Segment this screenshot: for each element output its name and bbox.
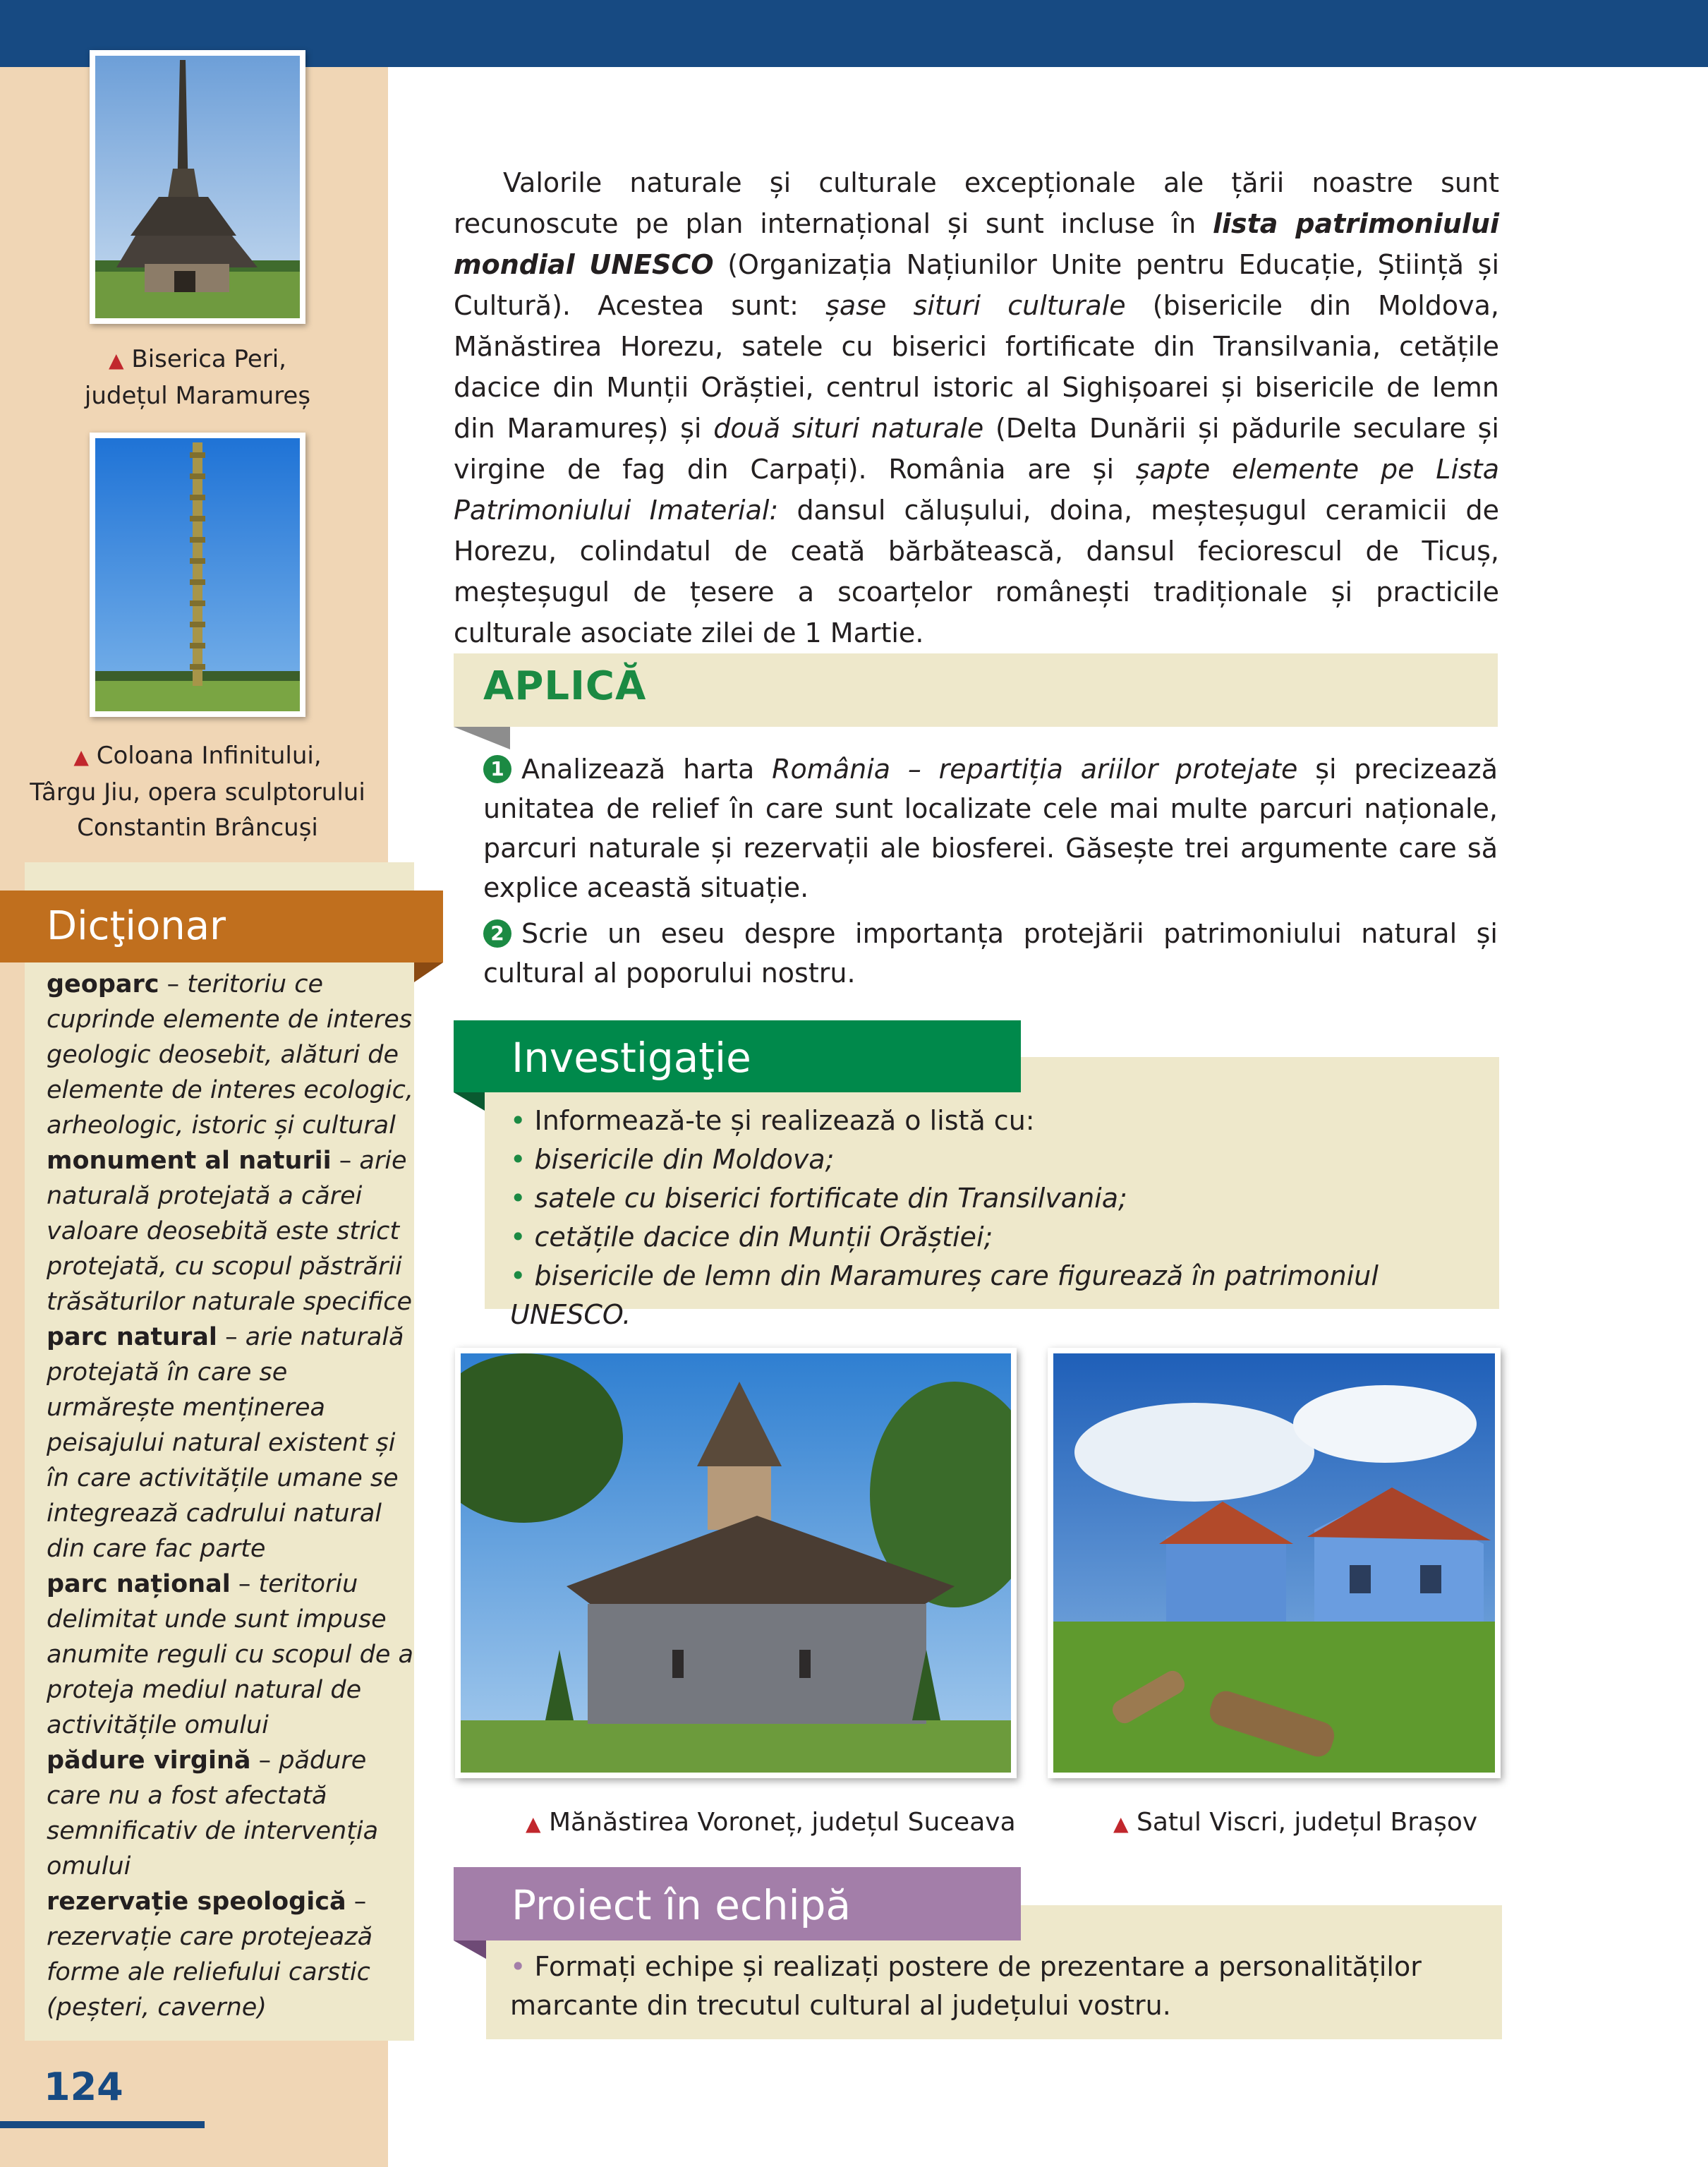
dictionary-definition: teritoriu delimitat unde sunt impuse anumite reguli cu scopul de a proteja mediul natural de activitățile omului [47, 1570, 413, 1739]
photo-voronet [455, 1348, 1017, 1778]
text-run: (Delta Dunării și pădurile seculare și virgine de fag din Carpați). România are și [454, 413, 1499, 485]
caption-line: Constantin Brâncuși [77, 814, 318, 842]
text-run: și precizează unitatea de relief în care sunt localizate cele mai multe parcuri naționale, parcuri naturale și rezervații ale biosferei. Găsește trei argumente care să explice această situație. [483, 754, 1498, 903]
list-item [510, 1179, 1491, 1218]
bullet-icon: • [510, 1951, 526, 1982]
dictionary-entry [47, 967, 413, 1143]
triangle-marker-icon: ▲ [1113, 1812, 1129, 1835]
investigatie-title: Investigaţie [454, 1020, 1021, 1092]
bullet-icon: • [510, 1144, 526, 1175]
photo1-caption [67, 342, 328, 414]
dictionary-definition: teritoriu ce cuprinde elemente de interes geologic deosebit, alături de elemente de interes ecologic, arheologic, istoric și cultural [47, 970, 413, 1140]
text-run: Valorile naturale și culturale excepționale ale țării noastre sunt recunoscute pe plan internațional și sunt incluse în [454, 167, 1499, 239]
bullet-icon: • [510, 1105, 526, 1136]
intro-paragraph [454, 162, 1499, 653]
list-item [510, 1218, 1491, 1257]
emphasis-text: România – repartiția ariilor protejate [772, 754, 1298, 785]
caption-line: județul Maramureș [84, 382, 311, 410]
bullet-icon: • [510, 1260, 526, 1291]
photo-biserica-peri [90, 50, 305, 324]
voronet-caption [526, 1805, 1016, 1842]
dictionary-definition: arie naturală protejată a cărei valoare deosebită este strict protejată, cu scopul păstrării trăsăturilor naturale specifice [47, 1147, 413, 1316]
page-number: 124 [44, 2065, 123, 2109]
dictionary-term: geoparc [47, 970, 159, 998]
photo-coloana-infinitului [90, 433, 305, 717]
caption-text: Satul Viscri, județul Brașov [1137, 1808, 1478, 1837]
dictionary-title: Dicţionar [0, 891, 443, 962]
triangle-marker-icon: ▲ [109, 349, 124, 372]
photo-viscri [1048, 1348, 1501, 1778]
task-1 [483, 749, 1498, 907]
dictionary-entry [47, 1884, 413, 2025]
investigatie-list [510, 1101, 1491, 1334]
list-item [510, 1101, 1491, 1140]
monastery-image [461, 1353, 1011, 1773]
dictionary-term: pădure virgină [47, 1746, 251, 1775]
dictionary-list [47, 967, 413, 2025]
endless-column-image [95, 438, 300, 711]
investigatie-fold [454, 1092, 485, 1111]
emphasis-text: două situri naturale [713, 413, 984, 444]
dictionary-term: parc natural [47, 1323, 217, 1351]
dictionary-entry [47, 1320, 413, 1567]
list-item-text: bisericile de lemn din Maramureș care figurează în patrimoniul UNESCO. [510, 1260, 1379, 1330]
dictionary-fold [414, 962, 443, 982]
dictionary-entry [47, 1743, 413, 1884]
caption-line: Biserica Peri, [131, 345, 286, 373]
list-item-text: Informează-te și realizează o listă cu: [534, 1105, 1035, 1136]
dictionary-term: parc național [47, 1570, 231, 1598]
list-item [510, 1257, 1491, 1334]
caption-line: Coloana Infinitului, [96, 742, 322, 770]
text-run: (bisericile din Moldova, Mănăstirea Horezu, satele cu biserici fortificate din Transilvania, cetățile dacice din Munții Orăștiei, centrul istoric al Sighișoarei și bisericile de lemn din Maramureș) și [454, 290, 1499, 444]
triangle-marker-icon: ▲ [526, 1812, 541, 1835]
proiect-fold [454, 1940, 486, 1959]
dictionary-separator: – [159, 970, 188, 998]
task-number-badge: 2 [483, 919, 511, 948]
page-number-underline [0, 2121, 205, 2128]
dictionary-definition: pădure care nu a fost afectată semnificativ de intervenția omului [47, 1746, 379, 1881]
dictionary-separator: – [250, 1746, 279, 1775]
wooden-church-image [95, 56, 300, 318]
task-number-badge: 1 [483, 755, 511, 783]
list-item-text: bisericile din Moldova; [534, 1144, 835, 1175]
aplica-title: APLICĂ [483, 663, 647, 709]
dictionary-definition: arie naturală protejată în care se urmărește menținerea peisajului natural existent și în care activitățile umane se integrează cadrului natural din care fac parte [47, 1323, 404, 1563]
task-2 [483, 914, 1498, 993]
list-item [510, 1140, 1491, 1179]
caption-text: Mănăstirea Voroneț, județul Suceava [549, 1808, 1016, 1837]
village-image [1053, 1353, 1495, 1773]
dictionary-separator: – [346, 1888, 367, 1916]
text-run: Analizează harta [521, 754, 773, 785]
text-run: (Organizația Națiunilor Unite pentru Educație, Știință și Cultură). Acestea sunt: [454, 249, 1499, 321]
dictionary-entry [47, 1143, 413, 1320]
proiect-title: Proiect în echipă [454, 1867, 1021, 1940]
list-item-text: satele cu biserici fortificate din Transilvania; [534, 1183, 1127, 1214]
text-run: dansul călușului, doina, meșteșugul ceramicii de Horezu, colindatul de ceată bărbătească, dansul feciorescul de Ticuș, meșteșugul de țesere a scoarțelor românești tradiționale și practicile culturale asociate zilei de 1 Martie. [454, 495, 1499, 648]
dictionary-separator: – [331, 1147, 360, 1175]
dictionary-term: rezervație speologică [47, 1888, 346, 1916]
viscri-caption [1113, 1805, 1477, 1842]
emphasis-text: șase situri culturale [825, 290, 1126, 321]
list-item-text: cetățile dacice din Munții Orăștiei; [534, 1221, 993, 1252]
bullet-icon: • [510, 1183, 526, 1214]
dictionary-term: monument al naturii [47, 1147, 332, 1175]
triangle-marker-icon: ▲ [73, 745, 89, 768]
aplica-fold [454, 727, 510, 749]
bullet-icon: • [510, 1221, 526, 1252]
caption-line: Târgu Jiu, opera sculptorului [30, 778, 365, 807]
text-run: Scrie un eseu despre importanța protejării patrimoniului natural și cultural al poporului nostru. [483, 918, 1498, 989]
proiect-text [510, 1948, 1484, 2025]
dictionary-separator: – [217, 1323, 246, 1351]
photo2-caption [14, 738, 381, 845]
dictionary-definition: rezervație care protejează forme ale reliefului carstic (peșteri, caverne) [47, 1923, 373, 2022]
emphasis-text: șapte elemente pe Lista Patrimoniului Imaterial: [454, 454, 1499, 526]
proiect-body: Formați echipe și realizați postere de prezentare a personalităților marcante din trecutul cultural al județului vostru. [510, 1951, 1422, 2021]
dictionary-entry [47, 1567, 413, 1743]
dictionary-separator: – [230, 1570, 259, 1598]
emphasis-text: lista patrimoniului mondial UNESCO [454, 208, 1499, 280]
